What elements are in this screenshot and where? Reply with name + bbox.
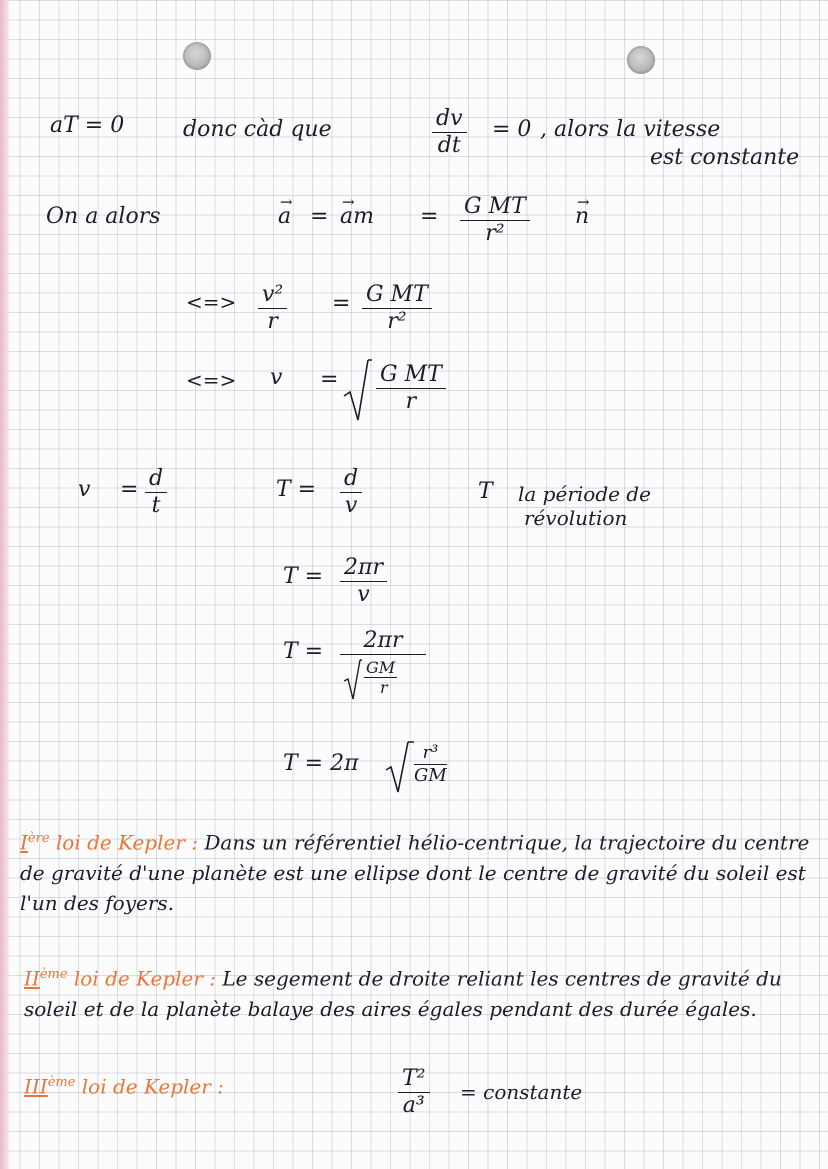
radical-sign-1 xyxy=(342,356,372,422)
equivalence-arrow-1: <=> xyxy=(186,290,237,314)
punch-hole-left xyxy=(183,42,211,70)
dv-dt-fraction: $\frac{dv}{dt}$ xyxy=(432,106,467,159)
line4-v: v xyxy=(270,365,283,390)
line5-v: v xyxy=(78,477,91,502)
d-v-fraction: $\frac{d}{v}$ xyxy=(340,466,362,519)
line7-T-eq: T = xyxy=(283,639,324,664)
r3-gm-fraction: $\frac{\text{r³}}{GM}$ xyxy=(414,742,447,786)
gmt-r2-fraction: $\frac{\text{G MT}}{\text{r²}}$ xyxy=(460,194,530,247)
gmt-r-fraction: $\frac{\text{G MT}}{r}$ xyxy=(376,362,446,415)
gmt-r2-fraction-2: $\frac{\text{G MT}}{\text{r²}}$ xyxy=(362,282,432,335)
law3-ordinal: III xyxy=(24,1074,48,1099)
vector-n: → n xyxy=(575,205,589,229)
law3-title: loi de Kepler : xyxy=(81,1074,224,1099)
radical-sign-3 xyxy=(384,738,414,794)
line1-text: donc càd que xyxy=(183,117,332,142)
v2-r-fraction: $\frac{\text{v²}}{r}$ xyxy=(258,282,287,335)
law2-ordinal: II xyxy=(24,966,40,991)
vector-am: → am xyxy=(340,205,374,229)
line3-eq: = xyxy=(332,291,351,316)
gm-over-r-den: r xyxy=(380,678,388,697)
kepler-law-1 xyxy=(20,824,815,918)
line4-eq: = xyxy=(320,367,339,392)
note-T: T xyxy=(478,479,493,504)
T2-a3-fraction: $\frac{\text{T²}}{\text{a³}}$ xyxy=(398,1066,430,1119)
law1-sup: ère xyxy=(27,831,50,846)
sqrt-r3-gm xyxy=(384,738,484,798)
line6-T-eq: T = xyxy=(283,564,324,589)
line1-tail2: est constante xyxy=(650,145,800,170)
d-t-fraction: $\frac{d}{t}$ xyxy=(145,466,167,519)
kepler-law-2 xyxy=(24,960,819,1024)
line1-tail: , alors la vitesse xyxy=(540,117,721,142)
line2-eq1: = xyxy=(310,204,329,229)
note-period-1: la période de xyxy=(518,482,651,506)
line1-equals-zero: = 0 xyxy=(492,117,532,142)
radical-sign-2 xyxy=(342,657,362,701)
law3-sup: ème xyxy=(47,1075,76,1090)
sqrt-gmt-r xyxy=(342,356,472,426)
punch-hole-right xyxy=(627,46,655,74)
acceleration-tangential-zero: aT = 0 xyxy=(50,113,125,138)
line2-eq2: = xyxy=(420,204,439,229)
line2-intro: On a alors xyxy=(46,204,161,229)
law1-ordinal: I xyxy=(20,830,28,855)
2pir-v-fraction: $\frac{2\pi r}{v}$ xyxy=(340,555,387,608)
law2-text: Le segement de droite reliant les centres de gravité du soleil et de la planète balaye des aires égales pendant des durée égales. xyxy=(24,966,782,1021)
line5-T-eq: T = xyxy=(276,477,317,502)
vector-a: → a xyxy=(278,205,291,229)
line8-T-eq: T = 2π xyxy=(283,751,359,776)
law3-rhs: = constante xyxy=(460,1080,583,1104)
page-margin xyxy=(0,0,10,1169)
equivalence-arrow-2: <=> xyxy=(186,368,237,392)
2pir-sqrt-gm-r-fraction: 2πr GM r xyxy=(340,628,426,705)
law2-title: loi de Kepler : xyxy=(73,966,217,991)
gm-over-r-num: GM xyxy=(366,658,396,677)
law1-text: Dans un référentiel hélio-centrique, la trajectoire du centre de gravité d'une planète est une ellipse dont le centre de gravité du soleil est l'un des foyers. xyxy=(20,830,810,915)
law2-sup: ème xyxy=(39,967,68,982)
line5-eq: = xyxy=(120,477,139,502)
note-period-2: révolution xyxy=(524,506,628,530)
law1-title: loi de Kepler : xyxy=(55,830,198,855)
kepler-law-3 xyxy=(24,1068,384,1102)
